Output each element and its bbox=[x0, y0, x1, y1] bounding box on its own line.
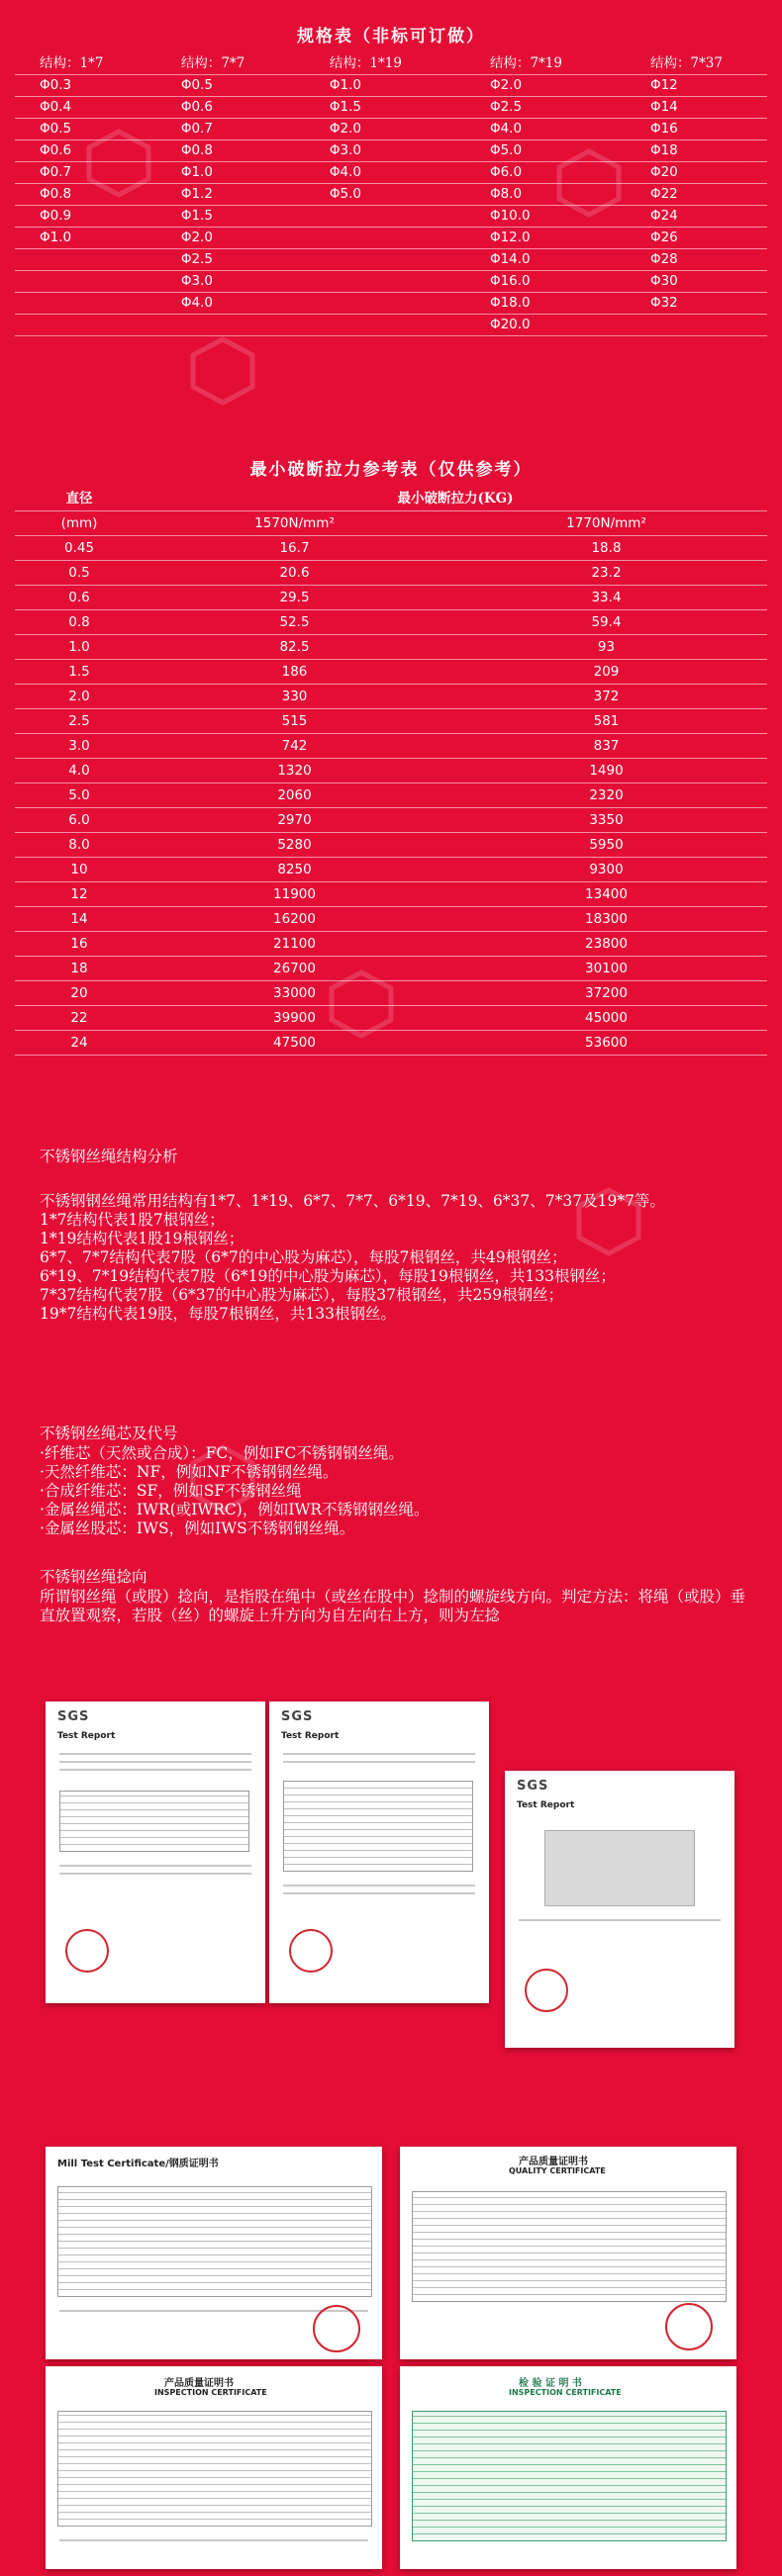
spec-cell: Φ22 bbox=[607, 184, 767, 206]
spec-cell: Φ1.5 bbox=[138, 206, 286, 228]
force-cell: 23.2 bbox=[445, 561, 767, 586]
sgs-logo: SGS bbox=[281, 1709, 314, 1724]
force-cell: 21100 bbox=[144, 932, 445, 957]
spec-cell: Φ26 bbox=[607, 228, 767, 249]
spec-cell: Φ5.0 bbox=[286, 184, 446, 206]
spec-cell: Φ2.0 bbox=[286, 119, 446, 140]
table-row bbox=[15, 709, 767, 734]
spec-cell: Φ5.0 bbox=[446, 140, 607, 162]
force-cell: 16200 bbox=[144, 907, 445, 932]
force-cell: 18 bbox=[15, 957, 144, 981]
spec-cell: Φ1.0 bbox=[286, 75, 446, 97]
spec-header-cell: 结构：7*7 bbox=[138, 53, 286, 75]
table-row bbox=[15, 162, 767, 184]
spec-cell: Φ8.0 bbox=[446, 184, 607, 206]
force-cell: 2970 bbox=[144, 808, 445, 833]
spec-header-cell: 结构：7*37 bbox=[607, 53, 767, 75]
spec-table bbox=[15, 53, 767, 336]
table-row bbox=[15, 957, 767, 981]
force-cell: 22 bbox=[15, 1006, 144, 1031]
force-cell: 0.6 bbox=[15, 586, 144, 610]
force-cell: 2.5 bbox=[15, 709, 144, 734]
force-cell: 581 bbox=[445, 709, 767, 734]
spec-cell: Φ0.3 bbox=[15, 75, 138, 97]
force-cell: 16 bbox=[15, 932, 144, 957]
unit-cell: 1770N/mm² bbox=[445, 511, 767, 536]
spec-cell: Φ0.5 bbox=[138, 75, 286, 97]
table-row bbox=[15, 685, 767, 709]
table-row bbox=[15, 119, 767, 140]
spec-cell: Φ6.0 bbox=[446, 162, 607, 184]
spec-cell bbox=[286, 228, 446, 249]
force-cell: 372 bbox=[445, 685, 767, 709]
table-row bbox=[15, 228, 767, 249]
table-row bbox=[15, 140, 767, 162]
spec-cell: Φ16 bbox=[607, 119, 767, 140]
sgs-report-page-2 bbox=[269, 1702, 489, 2003]
green-cert-title-en: INSPECTION CERTIFICATE bbox=[509, 2388, 622, 2397]
analysis-title: 不锈钢丝绳结构分析 bbox=[40, 1148, 178, 1165]
mill-test-certificate bbox=[46, 2147, 382, 2359]
spec-cell bbox=[138, 315, 286, 336]
force-cell: 3.0 bbox=[15, 734, 144, 759]
force-cell: 515 bbox=[144, 709, 445, 734]
table-row bbox=[15, 858, 767, 882]
table-row bbox=[15, 981, 767, 1006]
force-cell: 37200 bbox=[445, 981, 767, 1006]
spec-cell: Φ1.5 bbox=[286, 97, 446, 119]
spec-cell bbox=[607, 315, 767, 336]
table-row bbox=[15, 882, 767, 907]
spec-cell: Φ0.8 bbox=[15, 184, 138, 206]
analysis-body: 不锈钢钢丝绳常用结构有1*7、1*19、6*7、7*7、6*19、7*19、6*37、7*37及19*7等。 1*7结构代表1股7根钢丝； 1*19结构代表1股19根钢丝； 6*7、7*7结构代表7股（6*7的中心股为麻芯），每股7根钢丝，共49根钢丝； 6*19、7*19结构代表7股（6*19的中心股为麻芯），每股19根钢丝，共133根钢丝； 7*37结构代表7股（6*37的中心股为麻芯），每股37根钢丝，共259根钢丝； 19*7结构代表19股，每股7根钢丝，共133根钢丝。 bbox=[40, 1192, 665, 1323]
watermark-logo-icon bbox=[188, 336, 257, 406]
sgs-report-heading: Test Report bbox=[517, 1800, 575, 1810]
spec-cell: Φ16.0 bbox=[446, 271, 607, 293]
force-cell: 742 bbox=[144, 734, 445, 759]
green-inspection-certificate bbox=[400, 2366, 736, 2569]
spec-cell bbox=[286, 271, 446, 293]
spec-cell: Φ20 bbox=[607, 162, 767, 184]
table-row bbox=[15, 97, 767, 119]
force-cell: 26700 bbox=[144, 957, 445, 981]
force-cell: 20.6 bbox=[144, 561, 445, 586]
unit-row bbox=[15, 511, 767, 536]
sgs-report-page-3 bbox=[505, 1771, 734, 2048]
sgs-logo: SGS bbox=[57, 1709, 90, 1724]
spec-cell: Φ10.0 bbox=[446, 206, 607, 228]
spec-cell: Φ2.5 bbox=[446, 97, 607, 119]
spec-cell: Φ14 bbox=[607, 97, 767, 119]
force-cell: 8.0 bbox=[15, 833, 144, 858]
table-row bbox=[15, 635, 767, 660]
spec-cell: Φ12 bbox=[607, 75, 767, 97]
spec-cell bbox=[286, 249, 446, 271]
table-row bbox=[15, 586, 767, 610]
unit-cell: (mm) bbox=[15, 511, 144, 536]
force-cell: 1490 bbox=[445, 759, 767, 783]
spec-cell: Φ0.7 bbox=[15, 162, 138, 184]
force-cell: 0.8 bbox=[15, 610, 144, 635]
force-cell: 18300 bbox=[445, 907, 767, 932]
force-cell: 2320 bbox=[445, 783, 767, 808]
spec-cell bbox=[286, 206, 446, 228]
table-row bbox=[15, 315, 767, 336]
force-cell: 33000 bbox=[144, 981, 445, 1006]
force-cell: 9300 bbox=[445, 858, 767, 882]
force-cell: 1.0 bbox=[15, 635, 144, 660]
table-row bbox=[15, 808, 767, 833]
table-row bbox=[15, 1031, 767, 1056]
table-row bbox=[15, 610, 767, 635]
force-cell: 24 bbox=[15, 1031, 144, 1056]
spec-cell: Φ4.0 bbox=[446, 119, 607, 140]
force-cell: 20 bbox=[15, 981, 144, 1006]
table-row bbox=[15, 561, 767, 586]
spec-cell bbox=[15, 315, 138, 336]
force-table-title: 最小破断拉力参考表（仅供参考） bbox=[249, 460, 533, 480]
force-cell: 47500 bbox=[144, 1031, 445, 1056]
force-cell: 18.8 bbox=[445, 536, 767, 561]
spec-cell: Φ3.0 bbox=[286, 140, 446, 162]
force-cell: 53600 bbox=[445, 1031, 767, 1056]
spec-cell: Φ4.0 bbox=[138, 293, 286, 315]
spec-cell: Φ20.0 bbox=[446, 315, 607, 336]
spec-cell bbox=[286, 293, 446, 315]
inspection-cert-title-en: INSPECTION CERTIFICATE bbox=[154, 2388, 267, 2397]
force-table bbox=[15, 487, 767, 1056]
force-cell: 16.7 bbox=[144, 536, 445, 561]
force-cell: 1320 bbox=[144, 759, 445, 783]
table-row bbox=[15, 75, 767, 97]
force-cell: 6.0 bbox=[15, 808, 144, 833]
sgs-report-heading: Test Report bbox=[281, 1731, 340, 1741]
force-cell: 1.5 bbox=[15, 660, 144, 685]
spec-cell: Φ12.0 bbox=[446, 228, 607, 249]
force-cell: 3350 bbox=[445, 808, 767, 833]
quality-cert-title-cn: 产品质量证明书 bbox=[519, 2157, 588, 2167]
table-row bbox=[15, 184, 767, 206]
table-row bbox=[15, 249, 767, 271]
spec-cell: Φ2.5 bbox=[138, 249, 286, 271]
spec-cell: Φ2.0 bbox=[446, 75, 607, 97]
force-cell: 45000 bbox=[445, 1006, 767, 1031]
table-row bbox=[15, 1006, 767, 1031]
force-cell: 330 bbox=[144, 685, 445, 709]
force-cell: 0.45 bbox=[15, 536, 144, 561]
spec-cell: Φ18 bbox=[607, 140, 767, 162]
force-cell: 837 bbox=[445, 734, 767, 759]
lay-body: 所谓钢丝绳（或股）捻向，是指股在绳中（或丝在股中）捻制的螺旋线方向。判定方法：将绳（或股）垂直放置观察，若股（丝）的螺旋上升方向为自左向右上方，则为左捻 bbox=[40, 1588, 746, 1624]
green-cert-title-cn: 检 验 证 明 书 bbox=[519, 2378, 582, 2389]
spec-cell: Φ0.7 bbox=[138, 119, 286, 140]
table-row bbox=[15, 932, 767, 957]
spec-cell: Φ0.6 bbox=[15, 140, 138, 162]
force-cell: 5280 bbox=[144, 833, 445, 858]
spec-cell: Φ32 bbox=[607, 293, 767, 315]
spec-cell: Φ0.4 bbox=[15, 97, 138, 119]
force-cell: 5950 bbox=[445, 833, 767, 858]
force-cell: 30100 bbox=[445, 957, 767, 981]
spec-cell: Φ1.0 bbox=[15, 228, 138, 249]
force-cell: 33.4 bbox=[445, 586, 767, 610]
quality-cert-title-en: QUALITY CERTIFICATE bbox=[509, 2166, 606, 2175]
force-cell: 12 bbox=[15, 882, 144, 907]
spec-cell: Φ0.9 bbox=[15, 206, 138, 228]
table-row bbox=[15, 536, 767, 561]
quality-certificate bbox=[400, 2147, 736, 2359]
spec-cell: Φ14.0 bbox=[446, 249, 607, 271]
inspection-cert-title-cn: 产品质量证明书 bbox=[164, 2378, 234, 2389]
force-cell: 186 bbox=[144, 660, 445, 685]
sample-photo bbox=[544, 1830, 695, 1906]
table-row bbox=[15, 833, 767, 858]
spec-cell: Φ30 bbox=[607, 271, 767, 293]
table-row bbox=[15, 759, 767, 783]
mill-cert-title: Mill Test Certificate/钢质证明书 bbox=[57, 2159, 219, 2169]
core-item: ·合成纤维芯：SF，例如SF不锈钢丝绳 bbox=[40, 1482, 302, 1500]
force-cell: 8250 bbox=[144, 858, 445, 882]
spec-cell: Φ28 bbox=[607, 249, 767, 271]
force-cell: 4.0 bbox=[15, 759, 144, 783]
force-cell: 39900 bbox=[144, 1006, 445, 1031]
spec-cell: Φ2.0 bbox=[138, 228, 286, 249]
table-row bbox=[15, 206, 767, 228]
spec-header-cell: 结构：1*19 bbox=[286, 53, 446, 75]
spec-cell: Φ1.0 bbox=[138, 162, 286, 184]
force-cell: 23800 bbox=[445, 932, 767, 957]
spec-cell bbox=[15, 293, 138, 315]
spec-cell bbox=[15, 271, 138, 293]
table-row bbox=[15, 660, 767, 685]
spec-cell: Φ0.6 bbox=[138, 97, 286, 119]
force-cell: 2.0 bbox=[15, 685, 144, 709]
force-cell: 0.5 bbox=[15, 561, 144, 586]
force-cell: 5.0 bbox=[15, 783, 144, 808]
force-cell: 93 bbox=[445, 635, 767, 660]
table-row bbox=[15, 907, 767, 932]
force-cell: 52.5 bbox=[144, 610, 445, 635]
core-item: ·天然纤维芯：NF，例如NF不锈钢钢丝绳。 bbox=[40, 1463, 339, 1481]
table-row bbox=[15, 734, 767, 759]
sgs-report-heading: Test Report bbox=[57, 1731, 116, 1741]
spec-header-cell: 结构：1*7 bbox=[15, 53, 138, 75]
core-item: ·金属丝股芯：IWS，例如IWS不锈钢钢丝绳。 bbox=[40, 1519, 355, 1537]
spec-cell bbox=[15, 249, 138, 271]
spec-table-title: 规格表（非标可订做） bbox=[297, 27, 485, 46]
lay-title: 不锈钢丝绳捻向 bbox=[40, 1568, 147, 1586]
force-cell: 13400 bbox=[445, 882, 767, 907]
force-cell: 29.5 bbox=[144, 586, 445, 610]
spec-cell: Φ0.8 bbox=[138, 140, 286, 162]
table-row bbox=[15, 293, 767, 315]
inspection-certificate bbox=[46, 2366, 382, 2569]
spec-cell: Φ3.0 bbox=[138, 271, 286, 293]
spec-header-cell: 结构：7*19 bbox=[446, 53, 607, 75]
spec-cell: Φ18.0 bbox=[446, 293, 607, 315]
unit-cell: 1570N/mm² bbox=[144, 511, 445, 536]
force-table-header-row bbox=[15, 487, 767, 511]
table-row bbox=[15, 783, 767, 808]
table-row bbox=[15, 271, 767, 293]
spec-cell: Φ24 bbox=[607, 206, 767, 228]
diameter-header: 直径 bbox=[15, 487, 144, 511]
force-cell: 59.4 bbox=[445, 610, 767, 635]
spec-table-header-row bbox=[15, 53, 767, 75]
core-item: ·纤维芯（天然或合成）：FC，例如FC不锈钢钢丝绳。 bbox=[40, 1444, 404, 1462]
spec-cell: Φ1.2 bbox=[138, 184, 286, 206]
spec-cell: Φ4.0 bbox=[286, 162, 446, 184]
sgs-report-page-1 bbox=[46, 1702, 265, 2003]
force-cell: 10 bbox=[15, 858, 144, 882]
sgs-logo: SGS bbox=[517, 1779, 549, 1794]
spec-cell bbox=[286, 315, 446, 336]
spec-cell: Φ0.5 bbox=[15, 119, 138, 140]
force-cell: 209 bbox=[445, 660, 767, 685]
force-cell: 82.5 bbox=[144, 635, 445, 660]
breaking-force-header: 最小破断拉力(KG) bbox=[144, 487, 767, 511]
core-title: 不锈钢丝绳芯及代号 bbox=[40, 1425, 178, 1442]
force-cell: 14 bbox=[15, 907, 144, 932]
force-cell: 11900 bbox=[144, 882, 445, 907]
core-item: ·金属丝绳芯：IWR(或IWRC)，例如IWR不锈钢钢丝绳。 bbox=[40, 1501, 430, 1518]
force-cell: 2060 bbox=[144, 783, 445, 808]
